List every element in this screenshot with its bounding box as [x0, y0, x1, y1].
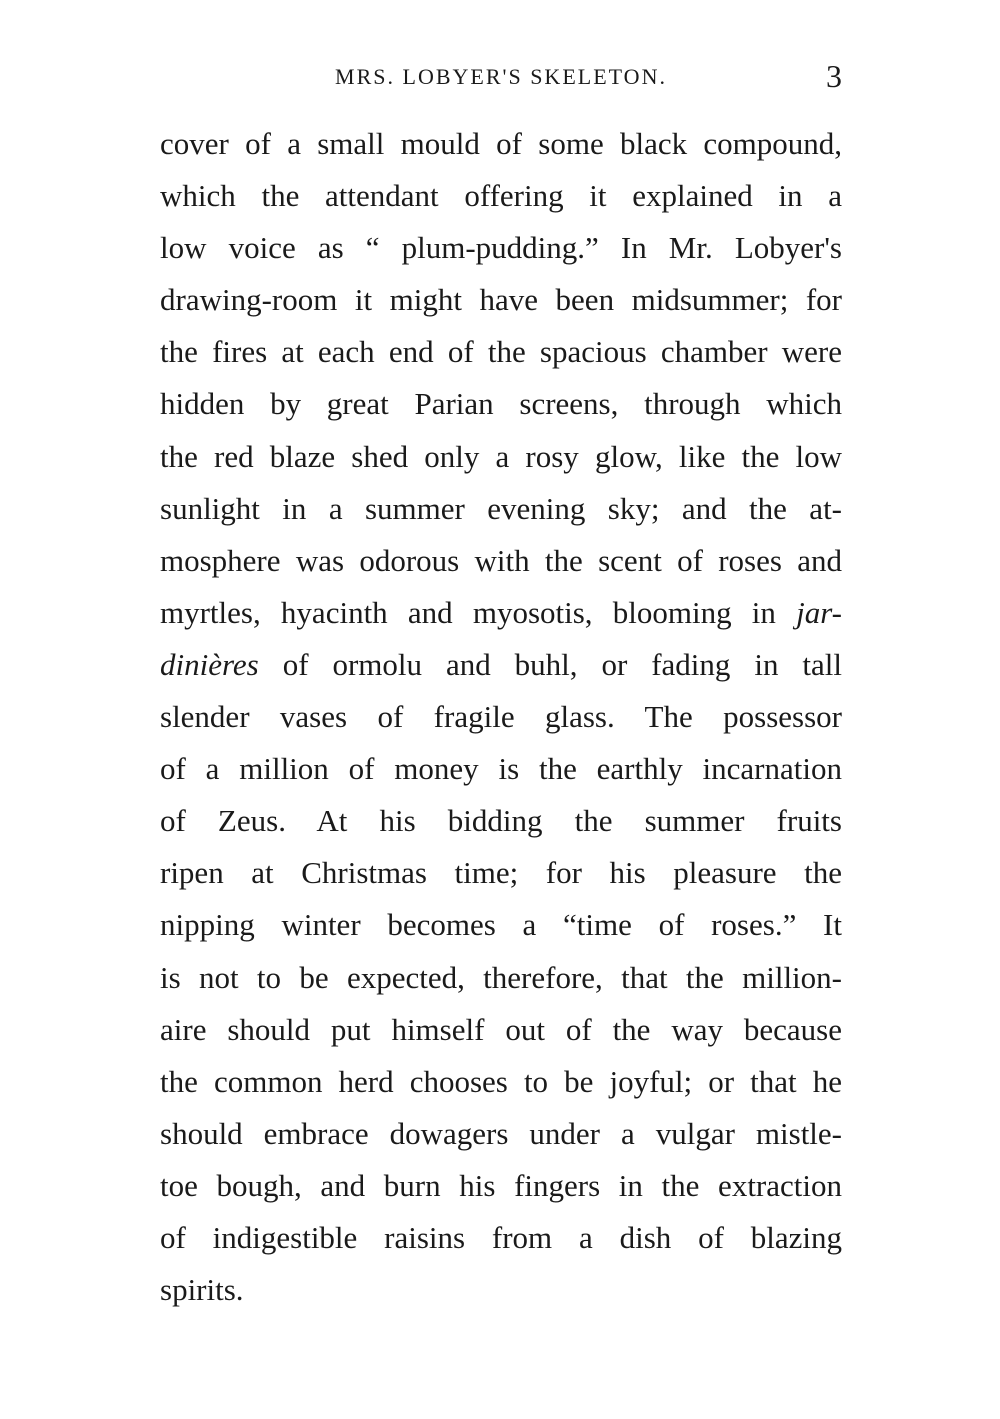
- text-segment: of ormolu and buhl, or fading in tall: [282, 646, 843, 682]
- text-line: toe bough, and burn his fingers in the extraction: [160, 1167, 842, 1203]
- text-line: which the attendant offering it explained in a: [160, 178, 842, 214]
- text-line: cover of a small mould of some black compound,: [160, 126, 842, 161]
- text-line: the fires at each end of the spacious chamber were: [160, 334, 842, 370]
- text-line: [160, 587, 842, 639]
- text-line: spirits.: [160, 1272, 244, 1308]
- text-line: slender vases of fragile glass. The possessor: [160, 699, 842, 735]
- text-line: drawing-room it might have been midsummer; for: [160, 282, 842, 318]
- text-line: the common herd chooses to be joyful; or that he: [160, 1063, 842, 1099]
- text-line: nipping winter becomes a “time of roses.” It: [160, 907, 842, 943]
- italic-word: jar-: [796, 594, 843, 630]
- text-line: hidden by great Parian screens, through which: [160, 386, 842, 422]
- text-line: aire should put himself out of the way because: [160, 1011, 842, 1047]
- running-title: MRS. LOBYER'S SKELETON.: [335, 64, 667, 89]
- text-line: low voice as “ plum-pudding.” In Mr. Lobyer's: [160, 230, 842, 266]
- text-line: of Zeus. At his bidding the summer fruits: [160, 803, 842, 839]
- text-line: sunlight in a summer evening sky; and the at-: [160, 490, 842, 526]
- text-line: mosphere was odorous with the scent of roses and: [160, 542, 842, 578]
- italic-word: dinières: [160, 646, 259, 682]
- page-number: 3: [826, 58, 842, 94]
- body-text: [160, 118, 842, 1316]
- text-line: of a million of money is the earthly incarnation: [160, 751, 842, 787]
- running-head: [160, 58, 842, 98]
- text-line: of indigestible raisins from a dish of blazing: [160, 1219, 842, 1255]
- text-line: [160, 639, 842, 691]
- text-line: the red blaze shed only a rosy glow, like the low: [160, 438, 842, 474]
- text-line: should embrace dowagers under a vulgar mistle-: [160, 1115, 842, 1151]
- text-segment: myrtles, hyacinth and myosotis, blooming in: [160, 594, 776, 630]
- text-line: ripen at Christmas time; for his pleasure the: [160, 855, 842, 891]
- text-line: is not to be expected, therefore, that the million-: [160, 959, 842, 995]
